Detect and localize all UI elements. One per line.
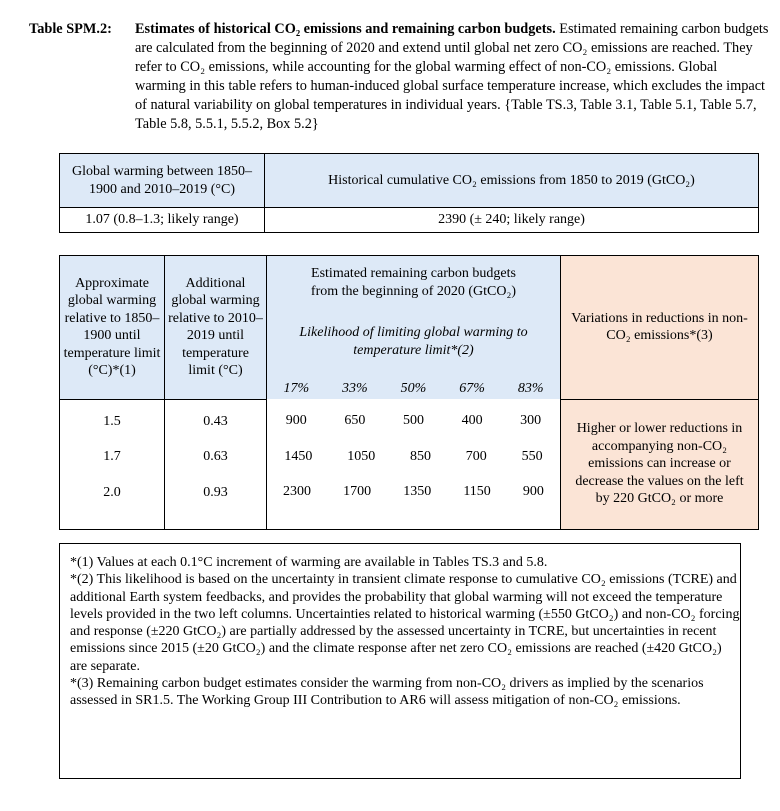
caption-body [135, 20, 769, 134]
budget-value: 300 [520, 413, 542, 428]
budget-header: Estimated remaining carbon budgets from the beginning of 2020 (GtCO₂) [310, 266, 517, 299]
budget-value: 900 [522, 484, 544, 499]
likelihood-label: 17% [283, 380, 310, 396]
budget-value: 1150 [463, 484, 491, 499]
budget-value: 2300 [283, 484, 312, 499]
likelihood-label: 67% [459, 380, 485, 396]
budget-row [267, 483, 560, 501]
variation-header: Variations in reductions in non-CO₂ emissions*(3) [571, 310, 748, 344]
footnote-1: *(1) Values at each 0.1°C increment of warming are available in Tables TS.3 and 5.8. [70, 555, 548, 570]
emissions-header: Historical cumulative CO₂ emissions from 1850 to 2019 (GtCO₂) [328, 172, 695, 188]
caption-title: Estimates of historical CO₂ emissions and remaining carbon budgets. [135, 21, 556, 37]
caption-label: Table SPM.2: [29, 21, 112, 37]
budget-value: 1050 [347, 448, 376, 464]
approx-warming-value: 1.7 [103, 449, 121, 464]
additional-warming-header: Additional global warming relative to 2010–2019 until temperature limit (°C) [168, 275, 263, 379]
likelihood-header: Likelihood of limiting global warming to temperature limit*(2) [299, 325, 528, 358]
budget-header-cell [267, 256, 561, 400]
variation-text-cell [561, 399, 759, 529]
emissions-value: 2390 (± 240; likely range) [265, 208, 759, 233]
approx-warming-values [60, 399, 165, 529]
approx-warming-value: 1.5 [103, 413, 121, 429]
caption-text: Estimated remaining carbon budgets are calculated from the beginning of 2020 and extend until global net zero CO₂ emissions are reached. They refer to CO₂ emissions, while accounting for the global warming effect of non-CO₂ emissions. Global warming in this table refers to human-induced global surface temperature increase, which excludes the impact of natural variability on global temperatures in individual years. {Table TS.3, Table 3.1, Table 5.1, Table 5.7, Table 5.8, 5.5.1, 5.5.2, Box 5.2} [135, 21, 769, 132]
variation-header-cell [561, 256, 759, 400]
likelihood-label: 50% [400, 380, 427, 396]
approx-warming-header-cell [60, 256, 165, 400]
warming-header-cell [60, 154, 265, 208]
budget-value: 400 [461, 413, 483, 428]
budget-row [267, 448, 560, 466]
budget-values [267, 399, 561, 529]
likelihood-columns [267, 380, 560, 398]
additional-warming-value: 0.93 [203, 484, 228, 500]
budget-value: 500 [402, 413, 424, 428]
budget-value: 900 [285, 413, 307, 428]
approx-warming-value: 2.0 [103, 484, 121, 500]
budget-value: 1450 [284, 448, 313, 464]
budget-row [267, 412, 560, 430]
budget-value: 650 [344, 413, 366, 428]
budget-value: 700 [465, 448, 487, 464]
footnote-2: *(2) This likelihood is based on the uncertainty in transient climate response to cumulative CO₂ emissions (TCRE) and additional Earth system feedbacks, and provides the probability that global warming will not exceed the temperature levels provided in the two left columns. Uncertainties related to historical warming (±550 GtCO₂) and non-CO₂ forcing and response (±220 GtCO₂) are partially addressed by the assessed uncertainty in TCRE, but uncertainties in recent emissions since 2015 (±20 GtCO₂) and the climate response after net zero CO₂ emissions are reached (±420 GtCO₂) are separate. [70, 572, 740, 674]
table-caption [29, 20, 769, 134]
additional-warming-value: 0.63 [203, 449, 228, 464]
footnotes [59, 543, 741, 779]
likelihood-label: 33% [342, 380, 368, 396]
approx-warming-header: Approximate global warming relative to 1850–1900 until temperature limit (°C)*(1) [63, 275, 161, 379]
variation-text: Higher or lower reductions in accompanying non-CO₂ emissions can increase or decrease the values on the left by 220 GtCO₂ or more [575, 421, 744, 507]
additional-warming-value: 0.43 [203, 413, 228, 429]
additional-warming-header-cell [165, 256, 267, 400]
historical-emissions-table [59, 153, 759, 233]
carbon-budget-table [59, 255, 759, 530]
budget-value: 850 [409, 448, 431, 464]
footnote-3: *(3) Remaining carbon budget estimates consider the warming from non-CO₂ drivers as implied by the scenarios assessed in SR1.5. The Working Group III Contribution to AR6 will assess mitigation of non-CO₂ emissions. [70, 676, 704, 709]
emissions-header-cell [265, 154, 759, 208]
additional-warming-values [165, 399, 267, 529]
budget-value: 550 [521, 448, 543, 464]
budget-value: 1700 [343, 484, 372, 499]
warming-header: Global warming between 1850–1900 and 2010–2019 (°C) [72, 164, 253, 197]
likelihood-label: 83% [517, 380, 544, 396]
budget-value: 1350 [403, 484, 432, 499]
warming-value: 1.07 (0.8–1.3; likely range) [60, 208, 265, 233]
